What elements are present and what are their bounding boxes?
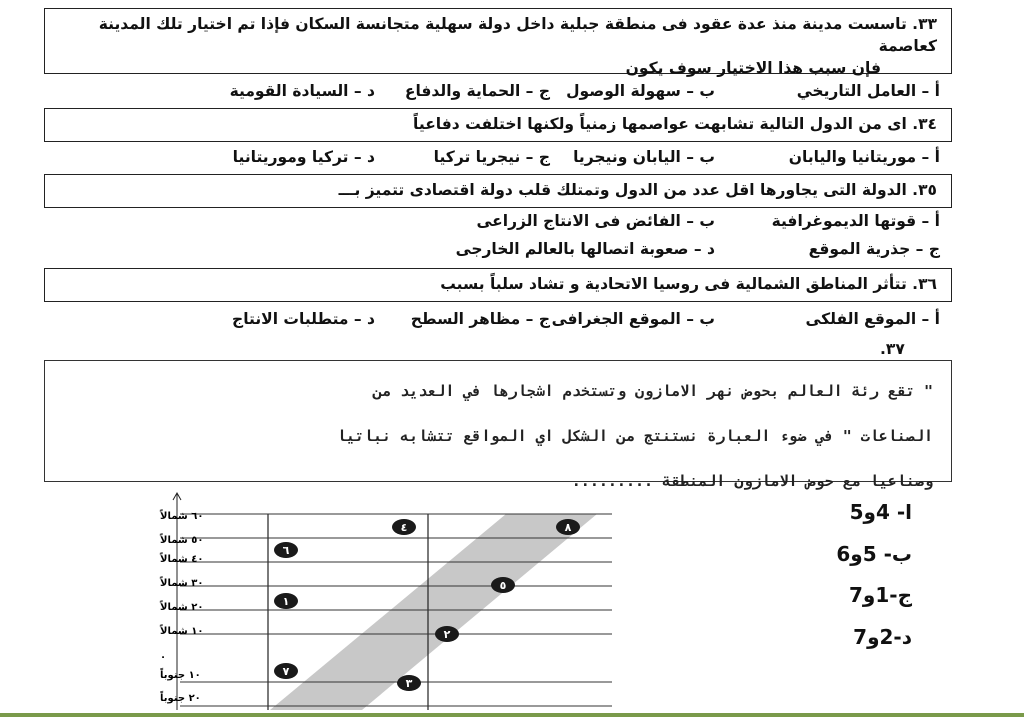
- q34-option-b[interactable]: ب – اليابان ونيجريا: [573, 148, 715, 166]
- q36-option-d[interactable]: د – متطلبات الانتاج: [232, 310, 375, 328]
- latitude-label: ٣٠ شمالاً: [160, 578, 204, 589]
- marker-6: [274, 542, 298, 558]
- q35-option-b[interactable]: ب – الفائض فى الانتاج الزراعى: [476, 212, 715, 230]
- q36-option-b[interactable]: ب – الموقع الجغرافى: [551, 310, 715, 328]
- question-36-options: [200, 310, 940, 334]
- question-33-options: [200, 82, 940, 106]
- svg-text:٢: ٢: [443, 628, 451, 641]
- question-35-box: [44, 174, 952, 208]
- q37-option-b[interactable]: ب- 5و6: [836, 542, 912, 566]
- question-35-options-row1: [200, 212, 940, 236]
- svg-text:٦: ٦: [282, 544, 290, 557]
- marker-7: [274, 663, 298, 679]
- q36-option-a[interactable]: أ – الموقع الفلكى: [805, 310, 940, 328]
- latitude-label: ٤٠ شمالاً: [160, 554, 204, 565]
- question-34-box: [44, 108, 952, 142]
- latitude-label: ٢٠ جنوباً: [160, 693, 201, 704]
- q35-option-c[interactable]: ج – جذرية الموقع: [808, 240, 940, 258]
- question-33-box: [44, 8, 952, 77]
- q36-option-c[interactable]: ج – مظاهر السطح: [410, 310, 550, 328]
- marker-5: [491, 577, 515, 593]
- svg-text:٣: ٣: [405, 677, 413, 690]
- question-36-text: ٣٦. تتأثر المناطق الشمالية فى روسيا الاتحادية و تشاد سلباً بسبب: [440, 275, 937, 293]
- question-34-text: ٣٤. اى من الدول التالية تشابهت عواصمها زمنياً ولكنها اختلفت دفاعياً: [413, 115, 937, 133]
- latitude-label: ١٠ جنوباً: [160, 670, 201, 681]
- marker-2: [435, 626, 459, 642]
- question-36-box: [44, 268, 952, 302]
- svg-text:٧: ٧: [282, 665, 290, 678]
- q34-option-d[interactable]: د – تركيا وموريتانيا: [232, 148, 375, 166]
- passage-line-2: الصناعات " في ضوء العبارة نستنتج من الشكل اي المواقع تتشابه نباتيا: [336, 427, 933, 445]
- q35-option-d[interactable]: د – صعوبة اتصالها بالعالم الخارجى: [455, 240, 715, 258]
- question-37-passage: [44, 360, 952, 490]
- passage-line-3: وصناعيا مع حوض الامازون المنطقة .........: [571, 472, 933, 490]
- marker-4: [392, 519, 416, 535]
- latitude-diagram: [0, 488, 720, 717]
- q33-option-b[interactable]: ب – سهولة الوصول: [566, 82, 715, 100]
- q35-option-a[interactable]: أ – قوتها الديموغرافية: [771, 212, 940, 230]
- question-34-options: [200, 148, 940, 172]
- svg-text:١: ١: [282, 595, 290, 608]
- passage-line-1: " تقع رئة العالم بحوض نهر الامازون وتستخدم اشجارها في العديد من: [373, 382, 933, 400]
- question-35-text: ٣٥. الدولة التى يجاورها اقل عدد من الدول وتمتلك قلب دولة اقتصادى تتميز بـــ: [338, 181, 937, 199]
- svg-text:٤: ٤: [400, 521, 408, 534]
- marker-1: [274, 593, 298, 609]
- q33-option-a[interactable]: أ – العامل التاريخي: [796, 82, 940, 100]
- q37-option-a[interactable]: ا- 4و5: [849, 500, 912, 524]
- q34-option-c[interactable]: ج – نيجريا تركيا: [433, 148, 550, 166]
- question-33-text-line2: فإن سبب هذا الاختيار سوف يكون: [625, 59, 881, 77]
- footer-bar: [0, 713, 1024, 717]
- question-35-options-row2: [200, 240, 940, 264]
- question-37-number: .٣٧: [880, 340, 905, 358]
- q37-option-c[interactable]: ج-1و7: [849, 583, 912, 607]
- marker-8: [556, 519, 580, 535]
- latitude-labels: [160, 509, 204, 704]
- latitude-label: ٦٠ شمالاً: [160, 511, 204, 522]
- q37-option-d[interactable]: د-2و7: [853, 625, 912, 649]
- q33-option-c[interactable]: ج – الحماية والدفاع: [404, 82, 550, 100]
- latitude-label: ٥٠ شمالاً: [160, 535, 204, 546]
- latitude-label: ٠: [160, 652, 167, 663]
- svg-text:٨: ٨: [564, 521, 572, 534]
- question-33-text-line1: ٣٣. تاسست مدينة منذ عدة عقود فى منطقة جبلية داخل دولة سهلية متجانسة السكان فإذا تم اختيار تلك المدينة كعاصمة: [98, 15, 937, 55]
- svg-text:٥: ٥: [499, 579, 507, 592]
- diagonal-band: [270, 514, 597, 710]
- q34-option-a[interactable]: أ – موريتانيا واليابان: [788, 148, 940, 166]
- latitude-label: ٢٠ شمالاً: [160, 602, 204, 613]
- q33-option-d[interactable]: د – السيادة القومية: [229, 82, 375, 100]
- marker-3: [397, 675, 421, 691]
- latitude-label: ١٠ شمالاً: [160, 626, 204, 637]
